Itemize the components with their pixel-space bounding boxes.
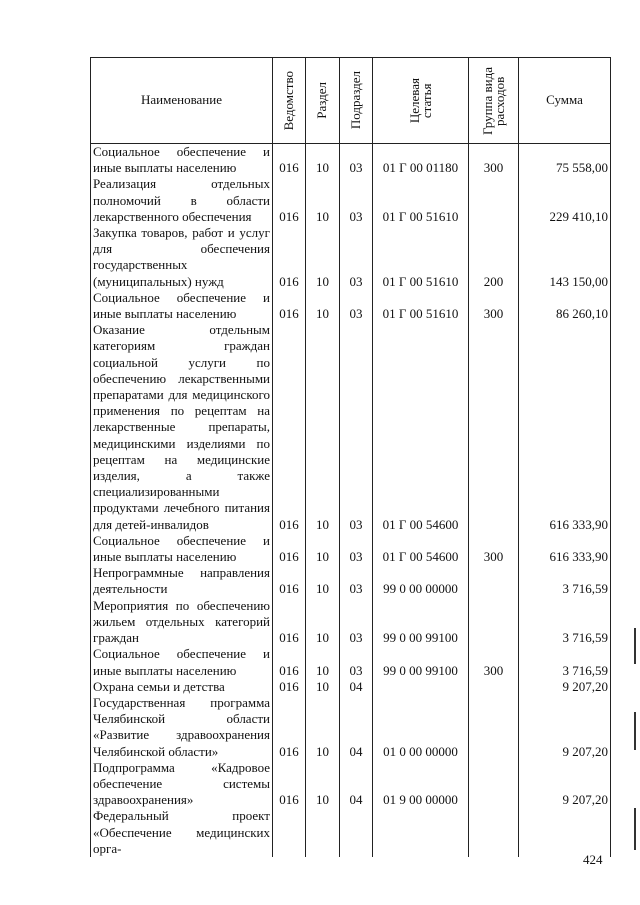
cell-summa: 3 716,59 (519, 646, 611, 678)
header-celevaya-label (406, 77, 434, 124)
cell-gruppa-vida (469, 808, 519, 857)
header-vedomstvo-label: Ведомство (280, 70, 296, 131)
cell-celevaya-statya (373, 679, 469, 695)
cell-podrazdel: 04 (340, 695, 373, 760)
cell-razdel: 10 (306, 176, 340, 225)
cell-razdel: 10 (306, 695, 340, 760)
header-vedomstvo (273, 58, 306, 144)
cell-summa: 3 716,59 (519, 565, 611, 597)
table-body (91, 144, 611, 857)
cell-razdel: 10 (306, 322, 340, 533)
cell-celevaya-statya: 99 0 00 99100 (373, 646, 469, 678)
cell-razdel: 10 (306, 646, 340, 678)
cell-name: Социальное обеспечение и иные выплаты населению (91, 646, 273, 678)
cell-vedomstvo: 016 (273, 144, 306, 177)
table-row (91, 598, 611, 647)
cell-podrazdel (340, 808, 373, 857)
cell-gruppa-vida: 300 (469, 144, 519, 177)
scan-edge-mark (634, 712, 636, 750)
header-celevaya-line1: Целевая (406, 77, 422, 124)
cell-razdel: 10 (306, 290, 340, 322)
cell-gruppa-vida (469, 695, 519, 760)
cell-celevaya-statya: 01 Г 00 54600 (373, 322, 469, 533)
cell-vedomstvo: 016 (273, 679, 306, 695)
table-row (91, 760, 611, 809)
cell-name: Оказание отдельным категориям граждан социальной услуги по обеспечению лекарственными препаратами для медицинского применения по рецептам на лекарственные препараты, медицинскими изделиями по рецептам на медицинские изделия, а также специализированными продуктами лечебного питания для детей-инвалидов (91, 322, 273, 533)
cell-summa: 616 333,90 (519, 322, 611, 533)
header-podrazdel-label: Подраздел (347, 71, 363, 130)
cell-summa: 143 150,00 (519, 225, 611, 290)
cell-name: Подпрограмма «Кадровое обеспечение системы здравоохранения» (91, 760, 273, 809)
cell-celevaya-statya: 99 0 00 99100 (373, 598, 469, 647)
cell-gruppa-vida (469, 176, 519, 225)
cell-vedomstvo: 016 (273, 598, 306, 647)
header-celevaya-line2: статья (418, 83, 434, 118)
cell-summa: 616 333,90 (519, 533, 611, 565)
header-celevaya-statya (373, 58, 469, 144)
cell-gruppa-vida (469, 565, 519, 597)
cell-celevaya-statya: 01 9 00 00000 (373, 760, 469, 809)
cell-vedomstvo: 016 (273, 176, 306, 225)
table-row (91, 533, 611, 565)
header-gruppa-vida-rashodov (469, 58, 519, 144)
cell-gruppa-vida: 300 (469, 646, 519, 678)
cell-podrazdel: 03 (340, 176, 373, 225)
cell-name: Социальное обеспечение и иные выплаты населению (91, 533, 273, 565)
cell-vedomstvo: 016 (273, 646, 306, 678)
cell-celevaya-statya: 01 Г 00 01180 (373, 144, 469, 177)
table-row (91, 322, 611, 533)
cell-podrazdel: 03 (340, 646, 373, 678)
cell-name: Социальное обеспечение и иные выплаты населению (91, 290, 273, 322)
cell-podrazdel: 04 (340, 760, 373, 809)
cell-razdel (306, 808, 340, 857)
header-podrazdel (340, 58, 373, 144)
cell-name: Реализация отдельных полномочий в области лекарственного обеспечения (91, 176, 273, 225)
table-row (91, 695, 611, 760)
cell-name: Государственная программа Челябинской области «Развитие здравоохранения Челябинской области» (91, 695, 273, 760)
table-row (91, 225, 611, 290)
cell-name: Федеральный проект «Обеспечение медицинских орга- (91, 808, 273, 857)
cell-summa: 3 716,59 (519, 598, 611, 647)
cell-podrazdel: 03 (340, 225, 373, 290)
cell-vedomstvo (273, 808, 306, 857)
cell-razdel: 10 (306, 679, 340, 695)
cell-podrazdel: 03 (340, 598, 373, 647)
scan-edge-mark (634, 628, 636, 664)
header-gruppa-label (479, 66, 507, 135)
cell-name: Закупка товаров, работ и услуг для обеспечения государственных (муниципальных) нужд (91, 225, 273, 290)
cell-celevaya-statya: 99 0 00 00000 (373, 565, 469, 597)
cell-summa: 229 410,10 (519, 176, 611, 225)
cell-summa: 86 260,10 (519, 290, 611, 322)
cell-vedomstvo: 016 (273, 760, 306, 809)
cell-celevaya-statya: 01 Г 00 54600 (373, 533, 469, 565)
budget-table (90, 57, 611, 857)
cell-razdel: 10 (306, 144, 340, 177)
cell-summa: 9 207,20 (519, 679, 611, 695)
header-row (91, 58, 611, 144)
cell-podrazdel: 03 (340, 290, 373, 322)
table-row (91, 176, 611, 225)
cell-razdel: 10 (306, 225, 340, 290)
cell-podrazdel: 03 (340, 565, 373, 597)
cell-vedomstvo: 016 (273, 565, 306, 597)
cell-gruppa-vida (469, 322, 519, 533)
cell-razdel: 10 (306, 598, 340, 647)
cell-vedomstvo: 016 (273, 695, 306, 760)
header-name: Наименование (91, 58, 273, 144)
cell-podrazdel: 03 (340, 144, 373, 177)
cell-name: Мероприятия по обеспечению жильем отдельных категорий граждан (91, 598, 273, 647)
cell-celevaya-statya: 01 0 00 00000 (373, 695, 469, 760)
cell-vedomstvo: 016 (273, 322, 306, 533)
cell-gruppa-vida: 200 (469, 225, 519, 290)
scan-edge-mark (634, 808, 636, 850)
header-razdel (306, 58, 340, 144)
cell-gruppa-vida (469, 679, 519, 695)
cell-gruppa-vida (469, 760, 519, 809)
cell-razdel: 10 (306, 533, 340, 565)
cell-summa: 75 558,00 (519, 144, 611, 177)
cell-celevaya-statya: 01 Г 00 51610 (373, 176, 469, 225)
header-razdel-label: Раздел (314, 82, 330, 119)
header-summa: Сумма (519, 58, 611, 144)
header-gruppa-line1: Группа вида (479, 66, 495, 135)
cell-vedomstvo: 016 (273, 533, 306, 565)
table-row (91, 144, 611, 177)
header-gruppa-line2: расходов (491, 75, 507, 126)
cell-vedomstvo: 016 (273, 290, 306, 322)
table-row (91, 646, 611, 678)
cell-podrazdel: 03 (340, 533, 373, 565)
cell-name: Охрана семьи и детства (91, 679, 273, 695)
cell-gruppa-vida: 300 (469, 533, 519, 565)
cell-razdel: 10 (306, 760, 340, 809)
table-row (91, 290, 611, 322)
table-row (91, 679, 611, 695)
cell-summa: 9 207,20 (519, 695, 611, 760)
cell-podrazdel: 04 (340, 679, 373, 695)
cell-name: Непрограммные направления деятельности (91, 565, 273, 597)
cell-summa (519, 808, 611, 857)
cell-razdel: 10 (306, 565, 340, 597)
table-row (91, 808, 611, 857)
cell-celevaya-statya: 01 Г 00 51610 (373, 225, 469, 290)
cell-vedomstvo: 016 (273, 225, 306, 290)
table-row (91, 565, 611, 597)
cell-celevaya-statya: 01 Г 00 51610 (373, 290, 469, 322)
page-number: 424 (583, 852, 603, 867)
cell-celevaya-statya (373, 808, 469, 857)
cell-podrazdel: 03 (340, 322, 373, 533)
cell-name: Социальное обеспечение и иные выплаты населению (91, 144, 273, 177)
cell-summa: 9 207,20 (519, 760, 611, 809)
cell-gruppa-vida: 300 (469, 290, 519, 322)
cell-gruppa-vida (469, 598, 519, 647)
